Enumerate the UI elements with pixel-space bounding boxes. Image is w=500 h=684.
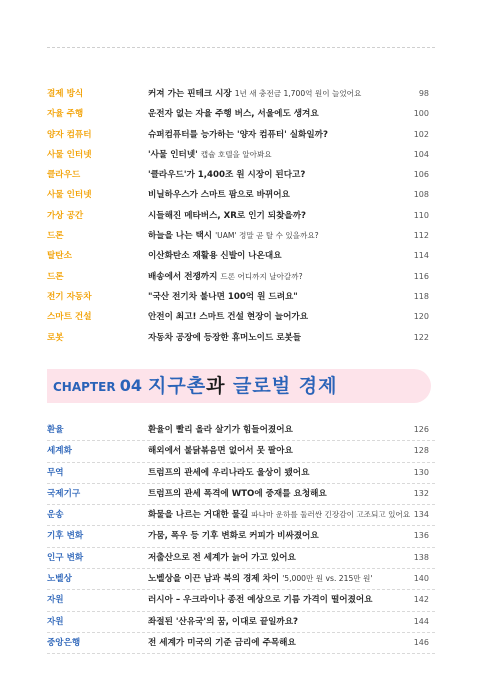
toc-category: 기후 변화 xyxy=(47,531,84,542)
toc-title xyxy=(148,612,298,632)
toc-title-main: 노벨상을 이끈 남과 북의 경제 차이 xyxy=(148,574,283,585)
toc-entry[interactable] xyxy=(47,246,435,266)
toc-title xyxy=(148,441,293,461)
toc-page-number: 132 xyxy=(413,488,429,498)
toc-entry[interactable] xyxy=(47,590,435,611)
toc-title-main: 시들해진 메타버스, XR로 인기 되찾을까? xyxy=(148,210,306,221)
toc-title-main: 커져 가는 핀테크 시장 xyxy=(148,89,235,99)
toc-page-number: 130 xyxy=(413,467,429,477)
toc-title-main: 슈퍼컴퓨터를 능가하는 '양자 컴퓨터' 실화일까? xyxy=(148,129,328,140)
toc-entry[interactable] xyxy=(47,307,435,327)
toc-category: 중앙은행 xyxy=(47,637,81,648)
toc-title-main: 트럼프의 관세 폭격에 WTO에 중재를 요청해요 xyxy=(148,488,327,499)
toc-entry[interactable] xyxy=(47,420,435,441)
toc-entry[interactable] xyxy=(47,569,435,590)
toc-title xyxy=(148,246,282,266)
toc-title-main: 가뭄, 폭우 등 기후 변화로 커피가 비싸졌어요 xyxy=(148,531,319,542)
toc-title-main: '사물 인터넷' xyxy=(148,149,201,160)
toc-title-sub: 1년 새 충전금 1,700억 원이 늘었어요 xyxy=(234,89,362,98)
toc-entry[interactable] xyxy=(47,287,435,307)
toc-entry[interactable] xyxy=(47,145,435,165)
toc-page-number: 146 xyxy=(413,637,429,647)
toc-category: 양자 컴퓨터 xyxy=(47,129,92,140)
toc-title xyxy=(148,484,327,504)
toc-title-main: 해외에서 불닭볶음면 없어서 못 팔아요 xyxy=(148,446,293,457)
toc-category: 환율 xyxy=(47,425,64,435)
toc-title xyxy=(148,633,296,653)
toc-title xyxy=(148,590,372,610)
toc-entry[interactable] xyxy=(47,484,435,505)
toc-page-number: 126 xyxy=(413,425,429,434)
toc-title-main: 전 세계가 미국의 기준 금리에 주목해요 xyxy=(148,637,296,648)
toc-title xyxy=(148,165,305,185)
toc-category: 자율 주행 xyxy=(47,109,84,120)
toc-title xyxy=(148,420,293,440)
toc-category: 드론 xyxy=(47,271,64,282)
toc-page-number: 134 xyxy=(413,510,429,520)
toc-page-number: 100 xyxy=(413,109,429,119)
toc-title-main: 환율이 빨리 올라 살기가 힘들어졌어요 xyxy=(148,425,293,435)
toc-entry[interactable] xyxy=(47,125,435,145)
toc-title-sub: '5,000만 원 vs. 215만 원' xyxy=(282,574,373,584)
toc-title xyxy=(148,125,328,145)
chapter4-number: 04 xyxy=(119,376,142,395)
toc-entry[interactable] xyxy=(47,633,435,654)
toc-entry[interactable] xyxy=(47,441,435,462)
toc-page-number: 136 xyxy=(413,531,429,541)
toc-title-sub: 캡슐 호텔을 알아봐요 xyxy=(200,149,272,159)
toc-page-number: 104 xyxy=(413,149,429,159)
toc-entry[interactable] xyxy=(47,505,435,526)
toc-page-number: 116 xyxy=(413,271,429,281)
toc-title xyxy=(148,463,309,483)
toc-page-number: 98 xyxy=(418,89,429,98)
toc-category: 가상 공간 xyxy=(47,210,84,221)
toc-page-number: 118 xyxy=(413,291,429,301)
toc-title-main: 좌절된 '산유국'의 꿈, 이대로 끝일까요? xyxy=(148,616,299,627)
toc-category: 클라우드 xyxy=(47,170,81,181)
toc-page-number: 112 xyxy=(413,231,429,241)
toc-title xyxy=(148,84,361,104)
toc-title-main: 운전자 없는 자율 주행 버스, 서울에도 생겨요 xyxy=(148,109,319,120)
chapter4-banner xyxy=(47,369,431,403)
toc-title-main: 배송에서 전쟁까지 xyxy=(148,271,221,282)
toc-page-number: 144 xyxy=(413,616,429,626)
toc-title-main: 화물을 나르는 거대한 물길 xyxy=(148,510,252,521)
toc-title xyxy=(148,226,319,246)
toc-title-main: 이산화탄소 재활용 신발이 나온대요 xyxy=(148,251,282,262)
toc-entry[interactable] xyxy=(47,206,435,226)
toc-title xyxy=(148,145,272,165)
toc-title-main: 트럼프의 관세에 우리나라도 울상이 됐어요 xyxy=(148,467,310,478)
toc-page-number: 108 xyxy=(413,190,429,200)
toc-category: 로봇 xyxy=(47,332,64,343)
chapter4-label: CHAPTER 04 xyxy=(53,376,142,395)
toc-category: 자원 xyxy=(47,616,64,627)
toc-category: 스마트 건설 xyxy=(47,312,92,323)
toc-category: 무역 xyxy=(47,467,64,478)
toc-title-sub: 파나마 운하를 둘러싼 긴장감이 고조되고 있어요 xyxy=(251,510,411,520)
toc-entry[interactable] xyxy=(47,84,435,104)
chapter4-toc-list xyxy=(47,420,435,654)
toc-title xyxy=(148,267,303,287)
toc-title xyxy=(148,104,319,124)
toc-category: 노벨상 xyxy=(47,574,72,585)
toc-entry[interactable] xyxy=(47,463,435,484)
toc-title-main: '클라우드'가 1,400조 원 시장이 된다고? xyxy=(148,170,306,181)
toc-page-number: 110 xyxy=(413,210,429,220)
toc-category: 결제 방식 xyxy=(47,89,84,99)
toc-title-main: 저출산으로 전 세계가 늙어 가고 있어요 xyxy=(148,552,296,563)
toc-title-main: "국산 전기차 불나면 100억 원 드려요" xyxy=(148,291,298,302)
toc-page-number: 120 xyxy=(413,312,429,322)
toc-title-main: 비닐하우스가 스마트 팜으로 바뀌어요 xyxy=(148,190,290,201)
toc-category: 자원 xyxy=(47,595,64,606)
toc-category: 국제기구 xyxy=(47,488,81,499)
toc-category: 전기 자동차 xyxy=(47,291,92,302)
toc-entry[interactable] xyxy=(47,612,435,633)
toc-title xyxy=(148,185,290,205)
toc-page-number: 142 xyxy=(413,595,429,605)
toc-page-number: 114 xyxy=(413,251,429,261)
toc-entry[interactable] xyxy=(47,226,435,246)
toc-title-main: 하늘을 나는 택시 xyxy=(148,231,216,242)
toc-title xyxy=(148,307,308,327)
toc-page-number: 138 xyxy=(413,552,429,562)
toc-title-main: 자동차 공장에 등장한 휴머노이드 로봇들 xyxy=(148,332,302,343)
toc-entry[interactable] xyxy=(47,526,435,547)
toc-entry[interactable] xyxy=(47,185,435,205)
toc-title xyxy=(148,287,298,307)
toc-page-number: 122 xyxy=(413,332,429,342)
toc-entry[interactable] xyxy=(47,104,435,124)
chapter3-toc-list xyxy=(47,84,435,348)
top-divider xyxy=(47,47,435,48)
toc-page-number: 106 xyxy=(413,170,429,180)
toc-category: 인구 변화 xyxy=(47,552,84,563)
toc-entry[interactable] xyxy=(47,328,435,348)
toc-category: 세계화 xyxy=(47,446,72,457)
toc-title-main: 러시아 – 우크라이나 종전 예상으로 기름 가격이 떨어졌어요 xyxy=(148,595,373,606)
toc-title-main: 안전이 최고! 스마트 건설 현장이 늘어가요 xyxy=(148,312,309,323)
toc-title xyxy=(148,548,296,568)
toc-page-number: 140 xyxy=(413,574,429,584)
toc-title-sub: 드론 어디까지 날아갈까? xyxy=(220,271,303,281)
toc-category: 운송 xyxy=(47,510,64,521)
toc-category: 탈탄소 xyxy=(47,251,72,262)
toc-page-number: 128 xyxy=(413,446,429,456)
toc-title xyxy=(148,569,372,589)
toc-category: 사물 인터넷 xyxy=(47,190,92,201)
toc-category: 드론 xyxy=(47,231,64,242)
toc-entry[interactable] xyxy=(47,548,435,569)
toc-title xyxy=(148,526,319,546)
toc-title xyxy=(148,505,410,525)
toc-entry[interactable] xyxy=(47,267,435,287)
toc-title xyxy=(148,328,301,348)
chapter4-title: 지구촌과 글로벌 경제 xyxy=(148,375,338,397)
toc-title-sub: 'UAM' 정말 곧 탈 수 있을까요? xyxy=(215,231,319,241)
toc-category: 사물 인터넷 xyxy=(47,149,92,160)
toc-page-number: 102 xyxy=(413,129,429,139)
toc-title xyxy=(148,206,306,226)
toc-entry[interactable] xyxy=(47,165,435,185)
